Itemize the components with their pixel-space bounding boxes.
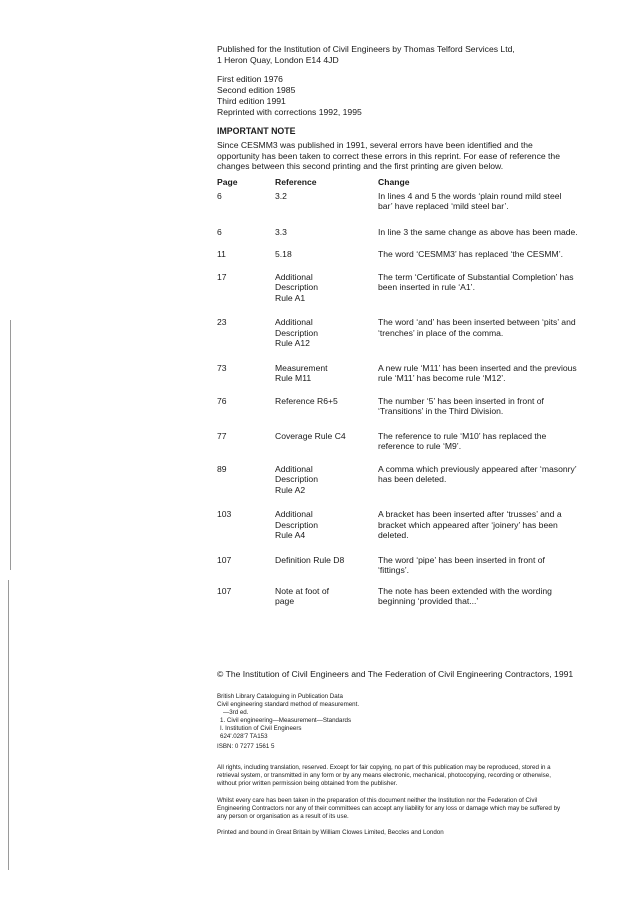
change-line: beginning ‘provided that...’ — [378, 596, 479, 607]
reference-line: Rule A1 — [275, 292, 306, 303]
row-change — [378, 317, 617, 349]
change-line: rule ‘M11’ has become rule ‘M12’. — [378, 373, 506, 384]
table-row — [217, 555, 617, 576]
reference-line: 3.2 — [275, 190, 287, 201]
note-line: opportunity has been taken to correct these errors in this reprint. For ease of reference the — [217, 150, 560, 161]
cip-line: British Library Cataloguing in Publication Data — [217, 693, 343, 700]
reference-line: Rule A4 — [275, 530, 306, 541]
printer-line: Printed and bound in Great Britain by William Clowes Limited, Beccles and London — [217, 829, 444, 836]
table-row — [217, 249, 617, 260]
row-change — [378, 227, 617, 238]
change-line: bracket which appeared after ‘joinery’ has been — [378, 519, 558, 530]
row-change — [378, 464, 617, 496]
row-reference — [275, 363, 378, 384]
reference-line: Rule A2 — [275, 484, 306, 495]
change-line: bar’ have replaced ‘mild steel bar’. — [378, 201, 509, 212]
row-reference — [275, 431, 378, 452]
cip-line: I. Institution of Civil Engineers — [220, 725, 302, 732]
reference-line: Description — [275, 282, 318, 293]
reference-line: Additional — [275, 317, 313, 328]
reference-line: Note at foot of — [275, 585, 329, 596]
row-reference — [275, 191, 378, 212]
reference-line: Description — [275, 519, 318, 530]
row-change — [378, 509, 617, 541]
cip-line: Civil engineering standard method of measurement. — [217, 701, 360, 708]
change-line: The word ‘pipe’ has been inserted in front of — [378, 554, 545, 565]
table-row — [217, 191, 617, 212]
table-row — [217, 464, 617, 496]
row-change — [378, 272, 617, 304]
document-page — [217, 44, 617, 617]
note-heading: IMPORTANT NOTE — [217, 126, 296, 136]
row-page: 17 — [217, 271, 227, 282]
table-row — [217, 431, 617, 452]
reference-line: Measurement — [275, 362, 328, 373]
change-line: been inserted in rule ‘A1’. — [378, 282, 475, 293]
change-line: The word ‘CESMM3’ has replaced ‘the CESMM’. — [378, 249, 563, 260]
edition-line: Second edition 1985 — [217, 85, 296, 95]
cip-block — [217, 693, 617, 741]
header-page: Page — [217, 176, 238, 187]
row-page: 76 — [217, 395, 227, 406]
reference-line: Rule A12 — [275, 338, 310, 349]
row-page: 6 — [217, 190, 222, 201]
reference-line: Rule M11 — [275, 373, 312, 384]
row-reference — [275, 555, 378, 576]
header-change: Change — [378, 176, 410, 187]
cip-line: 624'.028'7 TA153 — [220, 733, 268, 740]
publisher-address: 1 Heron Quay, London E14 4JD — [217, 55, 339, 65]
corrections-table — [217, 176, 617, 607]
change-line: ‘trenches’ in place of the comma. — [378, 327, 504, 338]
change-line: has been deleted. — [378, 474, 447, 485]
change-line: In lines 4 and 5 the words ‘plain round mild steel — [378, 190, 562, 201]
disclaimer-line: Whilst every care has been taken in the preparation of this document neither the Institution nor the Federation of Civil — [217, 797, 538, 804]
rights-line: retrieval system, or transmitted in any form or by any means electronic, mechanical, photocopying, recording or otherwise, — [217, 772, 551, 779]
reference-line: page — [275, 596, 295, 607]
reference-line: Definition Rule D8 — [275, 554, 345, 565]
row-reference — [275, 509, 378, 541]
row-reference — [275, 464, 378, 496]
reference-line: 5.18 — [275, 249, 292, 260]
row-page: 77 — [217, 430, 227, 441]
row-page: 107 — [217, 554, 232, 565]
table-row — [217, 227, 617, 238]
cip-line: 1. Civil engineering—Measurement—Standards — [220, 717, 352, 724]
change-line: In line 3 the same change as above has been made. — [378, 226, 578, 237]
reference-line: 3.3 — [275, 226, 287, 237]
change-line: reference to rule ‘M9’. — [378, 441, 462, 452]
change-line: The word ‘and’ has been inserted between ‘pits’ and — [378, 317, 576, 328]
edition-line: Reprinted with corrections 1992, 1995 — [217, 107, 362, 117]
note-line: changes between this second printing and the first printing are given below. — [217, 161, 504, 172]
change-line: A bracket has been inserted after ‘trusses’ and a — [378, 509, 562, 520]
row-change — [378, 191, 617, 212]
disclaimer-block — [217, 797, 617, 821]
edition-line: Third edition 1991 — [217, 96, 286, 106]
reference-line: Reference R6+5 — [275, 395, 338, 406]
row-change — [378, 431, 617, 452]
row-change — [378, 396, 617, 417]
change-line: A comma which previously appeared after ‘masonry’ — [378, 463, 577, 474]
change-line: A new rule ‘M11’ has been inserted and the previous — [378, 362, 577, 373]
table-row — [217, 272, 617, 304]
important-note — [217, 126, 617, 172]
edition-line: First edition 1976 — [217, 74, 283, 84]
change-line: ‘Transitions’ in the Third Division. — [378, 406, 504, 417]
reference-line: Description — [275, 474, 318, 485]
rights-line: without prior written permission being obtained from the publisher. — [217, 780, 398, 787]
row-page: 73 — [217, 362, 227, 373]
scan-margin-line — [8, 580, 9, 870]
change-line: The note has been extended with the wording — [378, 585, 552, 596]
disclaimer-line: Engineering Contractors nor any of their committees can accept any liability for any loss or damage which may be suffered by — [217, 805, 561, 812]
note-line: Since CESMM3 was published in 1991, several errors have been identified and the — [217, 140, 533, 150]
table-header — [217, 176, 617, 188]
row-reference — [275, 396, 378, 417]
row-page: 11 — [217, 249, 226, 260]
change-line: The reference to rule ‘M10’ has replaced the — [378, 430, 547, 441]
row-change — [378, 249, 617, 260]
change-line: The term ‘Certificate of Substantial Completion’ has — [378, 271, 574, 282]
reference-line: Coverage Rule C4 — [275, 430, 346, 441]
row-page: 23 — [217, 317, 227, 328]
row-change — [378, 555, 617, 576]
change-line: deleted. — [378, 530, 409, 541]
isbn: ISBN: 0 7277 1561 5 — [217, 743, 275, 750]
table-row — [217, 586, 617, 607]
change-line: The number ‘5’ has been inserted in front of — [378, 395, 544, 406]
row-page: 103 — [217, 509, 232, 520]
row-page: 89 — [217, 463, 227, 474]
row-change — [378, 586, 617, 607]
row-reference — [275, 272, 378, 304]
cip-line: —3rd ed. — [223, 709, 249, 716]
row-reference — [275, 586, 378, 607]
table-row — [217, 396, 617, 417]
row-reference — [275, 249, 378, 260]
editions-block — [217, 74, 617, 118]
row-page: 6 — [217, 226, 222, 237]
table-row — [217, 363, 617, 384]
reference-line: Additional — [275, 463, 313, 474]
reference-line: Additional — [275, 271, 313, 282]
row-change — [378, 363, 617, 384]
publisher-block — [217, 44, 617, 66]
row-reference — [275, 227, 378, 238]
table-row — [217, 317, 617, 349]
table-row — [217, 509, 617, 541]
row-page: 107 — [217, 585, 232, 596]
disclaimer-line: any person or organisation as a result of its use. — [217, 813, 349, 820]
table-body — [217, 191, 617, 607]
publisher-line: Published for the Institution of Civil Engineers by Thomas Telford Services Ltd, — [217, 44, 515, 54]
change-line: ‘fittings’. — [378, 565, 410, 576]
scan-margin-line — [10, 320, 11, 570]
rights-line: All rights, including translation, reserved. Except for fair copying, no part of this publication may be reproduced, stored in a — [217, 764, 551, 771]
reference-line: Additional — [275, 509, 313, 520]
row-reference — [275, 317, 378, 349]
header-reference: Reference — [275, 176, 317, 187]
rights-block — [217, 764, 617, 788]
reference-line: Description — [275, 327, 318, 338]
copyright-notice: © The Institution of Civil Engineers and The Federation of Civil Engineering Contractors, 1991 — [217, 669, 574, 679]
